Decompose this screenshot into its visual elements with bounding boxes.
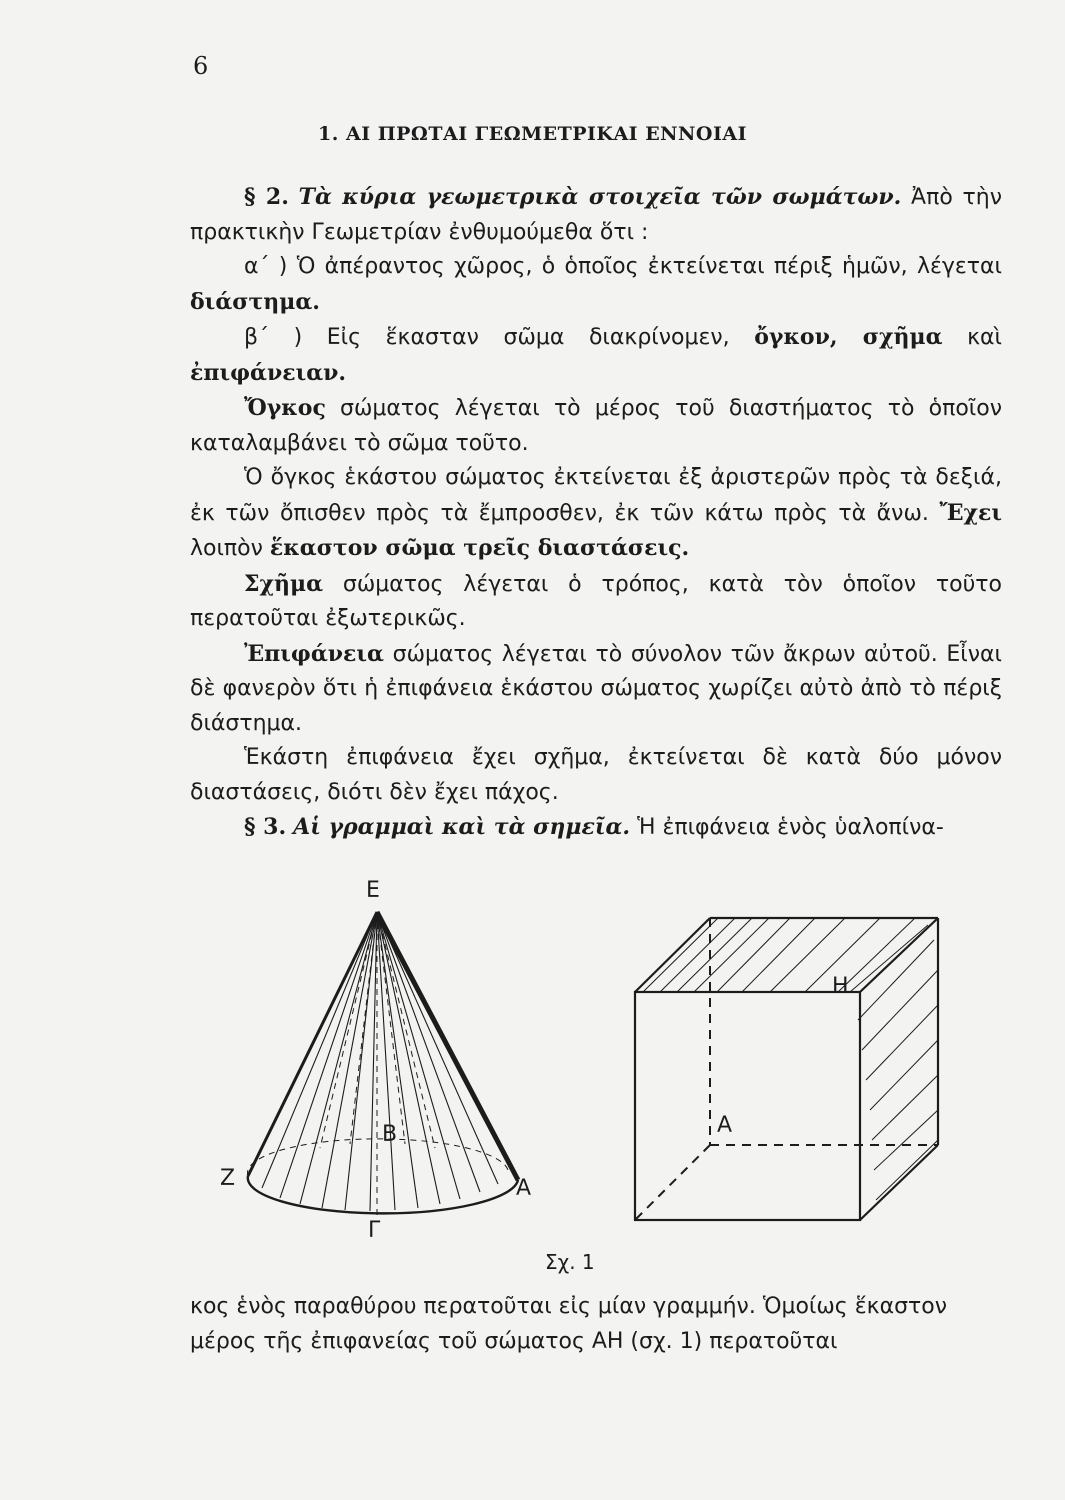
section-2-intro [190, 180, 1002, 250]
page-number: 6 [193, 52, 209, 80]
volume-conclusion-mid: λοιπὸν [190, 536, 270, 561]
chapter-title: 1. ΑΙ ΠΡΩΤΑΙ ΓΕΩΜΕΤΡΙΚΑΙ ΕΝΝΟΙΑΙ [318, 123, 747, 145]
shape-definition-text: σώματος λέγεται ὁ τρόπος, κατὰ τὸν ὁποῖον τοῦτο περατοῦται ἐξωτερικῶς. [190, 571, 1002, 631]
term-ogkon-schima: ὄγκον, σχῆμα [754, 324, 943, 350]
item-b [190, 320, 1002, 391]
cube-drawing [635, 918, 938, 1220]
section-3-continued: κος ἑνὸς παραθύρου περατοῦται εἰς μίαν γραμμήν. Ὁμοίως ἕκαστον μέρος τῆς ἐπιφανείας τοῦ σώματος ΑΗ (σχ. 1) περατοῦται [190, 1294, 948, 1354]
volume-conclusion-bold: ἕκαστον σῶμα τρεῖς διαστάσεις. [269, 535, 690, 561]
shape-definition [190, 567, 1002, 637]
cone-left-label: Ζ [220, 1166, 236, 1191]
cone-apex-label: Ε [366, 878, 380, 903]
surface-definition [190, 637, 1002, 742]
cone-bottom-label: Γ [368, 1218, 381, 1243]
term-epifaneian: ἐπιφάνειαν. [190, 359, 347, 386]
figure-caption: Σχ. 1 [545, 1250, 595, 1274]
cone-drawing [247, 912, 518, 1215]
figure-1 [190, 870, 1002, 1260]
cube-top-corner-label: Η [832, 974, 849, 999]
item-b-text: β΄ ) Εἰς ἕκασταν σῶμα διακρίνομεν, [244, 325, 755, 350]
section-2-intro-text: Ἀπὸ τὴν πρακτικὴν Γεωμετρίαν ἐνθυμούμεθα ὅτι : [190, 185, 1002, 245]
figure-drawing [190, 870, 1002, 1260]
cone-right-label: Α [516, 1176, 532, 1201]
volume-definition-text: σώματος λέγεται τὸ μέρος τοῦ διαστήματος τὸ ὁποῖον καταλαμβάνει τὸ σῶμα τοῦτο. [190, 396, 1002, 456]
section-2-text [190, 180, 1002, 846]
surface-dimensions: Ἑκάστη ἐπιφάνεια ἔχει σχῆμα, ἐκτείνεται δὲ κατὰ δύο μόνον διαστάσεις, διότι δὲν ἔχει πάχος. [190, 745, 1002, 805]
term-schima: Σχῆμα [244, 570, 324, 597]
term-ogkos: Ὄγκος [244, 395, 326, 421]
section-3-mark: § 3. [244, 814, 287, 840]
item-a-text: α΄ ) Ὁ ἀπέραντος χῶρος, ὁ ὁποῖος ἐκτείνεται πέριξ ἡμῶν, λέγεται [244, 254, 1002, 279]
cube-back-corner-label: Α [717, 1113, 733, 1138]
section-3-heading: Αἱ γραμμαὶ καὶ τὰ σημεῖα. [293, 814, 631, 840]
section-2-heading: Τὰ κύρια γεωμετρικὰ στοιχεῖα τῶν σωμάτων. [298, 184, 902, 210]
item-b-and: καὶ [942, 325, 1002, 350]
section-3-text [190, 1290, 1002, 1359]
volume-extent-text: Ὁ ὄγκος ἑκάστου σώματος ἐκτείνεται ἐξ ἀριστερῶν πρὸς τὰ δεξιά, ἐκ τῶν ὄπισθεν πρὸς τὰ ἔμπροσθεν, ἐκ τῶν κάτω πρὸς τὰ ἄνω. [190, 465, 1002, 526]
cone-center-label: Β [382, 1122, 398, 1147]
surface-definition-text: σώματος λέγεται τὸ σύνολον τῶν ἄκρων αὐτοῦ. Εἶναι δὲ φανερὸν ὅτι ἡ ἐπιφάνεια ἑκάστου σώματος χωρίζει αὐτὸ ἀπὸ τὸ πέριξ διάστημα. [190, 641, 1002, 736]
section-3-intro [190, 810, 1002, 846]
term-epifaneia: Ἐπιφάνεια [244, 640, 384, 667]
section-2-mark: § 2. [244, 184, 289, 210]
term-diastima: διάστημα. [190, 288, 320, 315]
volume-conclusion-start: Ἔχει [939, 499, 1002, 526]
section-3-start-text: Ἡ ἐπιφάνεια ἑνὸς ὑαλοπίνα- [630, 815, 944, 840]
volume-extent [190, 461, 1002, 567]
volume-definition [190, 391, 1002, 461]
item-a [190, 250, 1002, 320]
